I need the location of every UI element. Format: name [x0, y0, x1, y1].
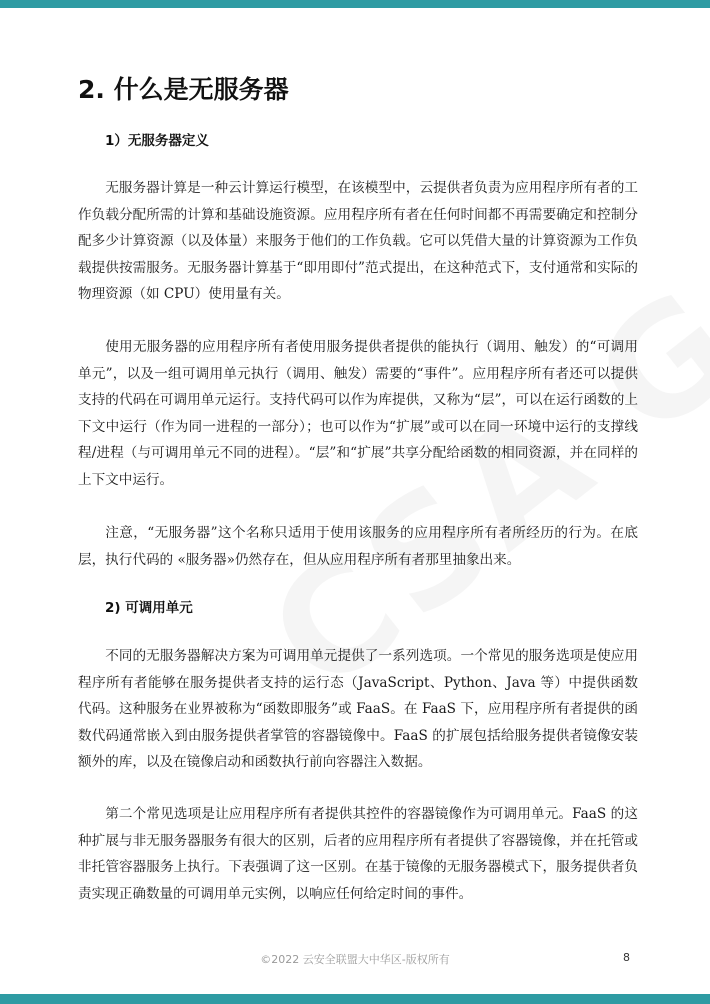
section-heading-definition: 1）无服务器定义	[105, 133, 209, 149]
footer-copyright: ©2022 云安全联盟大中华区-版权所有	[260, 953, 450, 966]
top-accent-bar	[0, 0, 710, 8]
page-number: 8	[623, 951, 630, 964]
paragraph-callable-unit-1: 不同的无服务器解决方案为可调用单元提供了一系列选项。一个常见的服务选项是使应用程序所有者能够在服务提供者支持的运行态（JavaScript、Python、Java 等）中提供函数代码。这种服务在业界被称为“函数即服务”或 FaaS。在 FaaS 下，应用程序所有者提供的函数代码通常嵌入到由服务提供者掌管的容器镜像中。FaaS 的扩展包括给服务提供者镜像安装额外的库，以及在镜像启动和函数执行前向容器注入数据。	[78, 648, 638, 770]
section-heading-callable-unit: 2) 可调用单元	[105, 600, 193, 616]
bottom-accent-bar	[0, 994, 710, 1004]
page-title: 2. 什么是无服务器	[78, 75, 289, 104]
paragraph-callable-unit-2: 第二个常见选项是让应用程序所有者提供其控件的容器镜像作为可调用单元。FaaS 的这种扩展与非无服务器服务有很大的区别，后者的应用程序所有者提供了容器镜像，并在托管或非托管容器服务上执行。下表强调了这一区别。在基于镜像的无服务器模式下，服务提供者负责实现正确数量的可调用单元实例，以响应任何给定时间的事件。	[78, 806, 638, 902]
paragraph-definition-3: 注意，“无服务器”这个名称只适用于使用该服务的应用程序所有者所经历的行为。在底层，执行代码的 «服务器»仍然存在，但从应用程序所有者那里抽象出来。	[78, 525, 638, 568]
paragraph-definition-1: 无服务器计算是一种云计算运行模型，在该模型中，云提供者负责为应用程序所有者的工作负载分配所需的计算和基础设施资源。应用程序所有者在任何时间都不再需要确定和控制分配多少计算资源（以及体量）来服务于他们的工作负载。它可以凭借大量的计算资源为工作负载提供按需服务。无服务器计算基于“即用即付”范式提出，在这种范式下，支付通常和实际的物理资源（如 CPU）使用量有关。	[78, 180, 638, 302]
paragraph-definition-2: 使用无服务器的应用程序所有者使用服务提供者提供的能执行（调用、触发）的“可调用单元”，以及一组可调用单元执行（调用、触发）需要的“事件”。应用程序所有者还可以提供支持的代码在可调用单元运行。支持代码可以作为库提供，又称为“层”，可以在运行函数的上下文中运行（作为同一进程的一部分）；也可以作为“扩展”或可以在同一环境中运行的支撑线程/进程（与可调用单元不同的进程）。“层”和“扩展”共享分配给函数的相同资源，并在同样的上下文中运行。	[78, 339, 638, 488]
